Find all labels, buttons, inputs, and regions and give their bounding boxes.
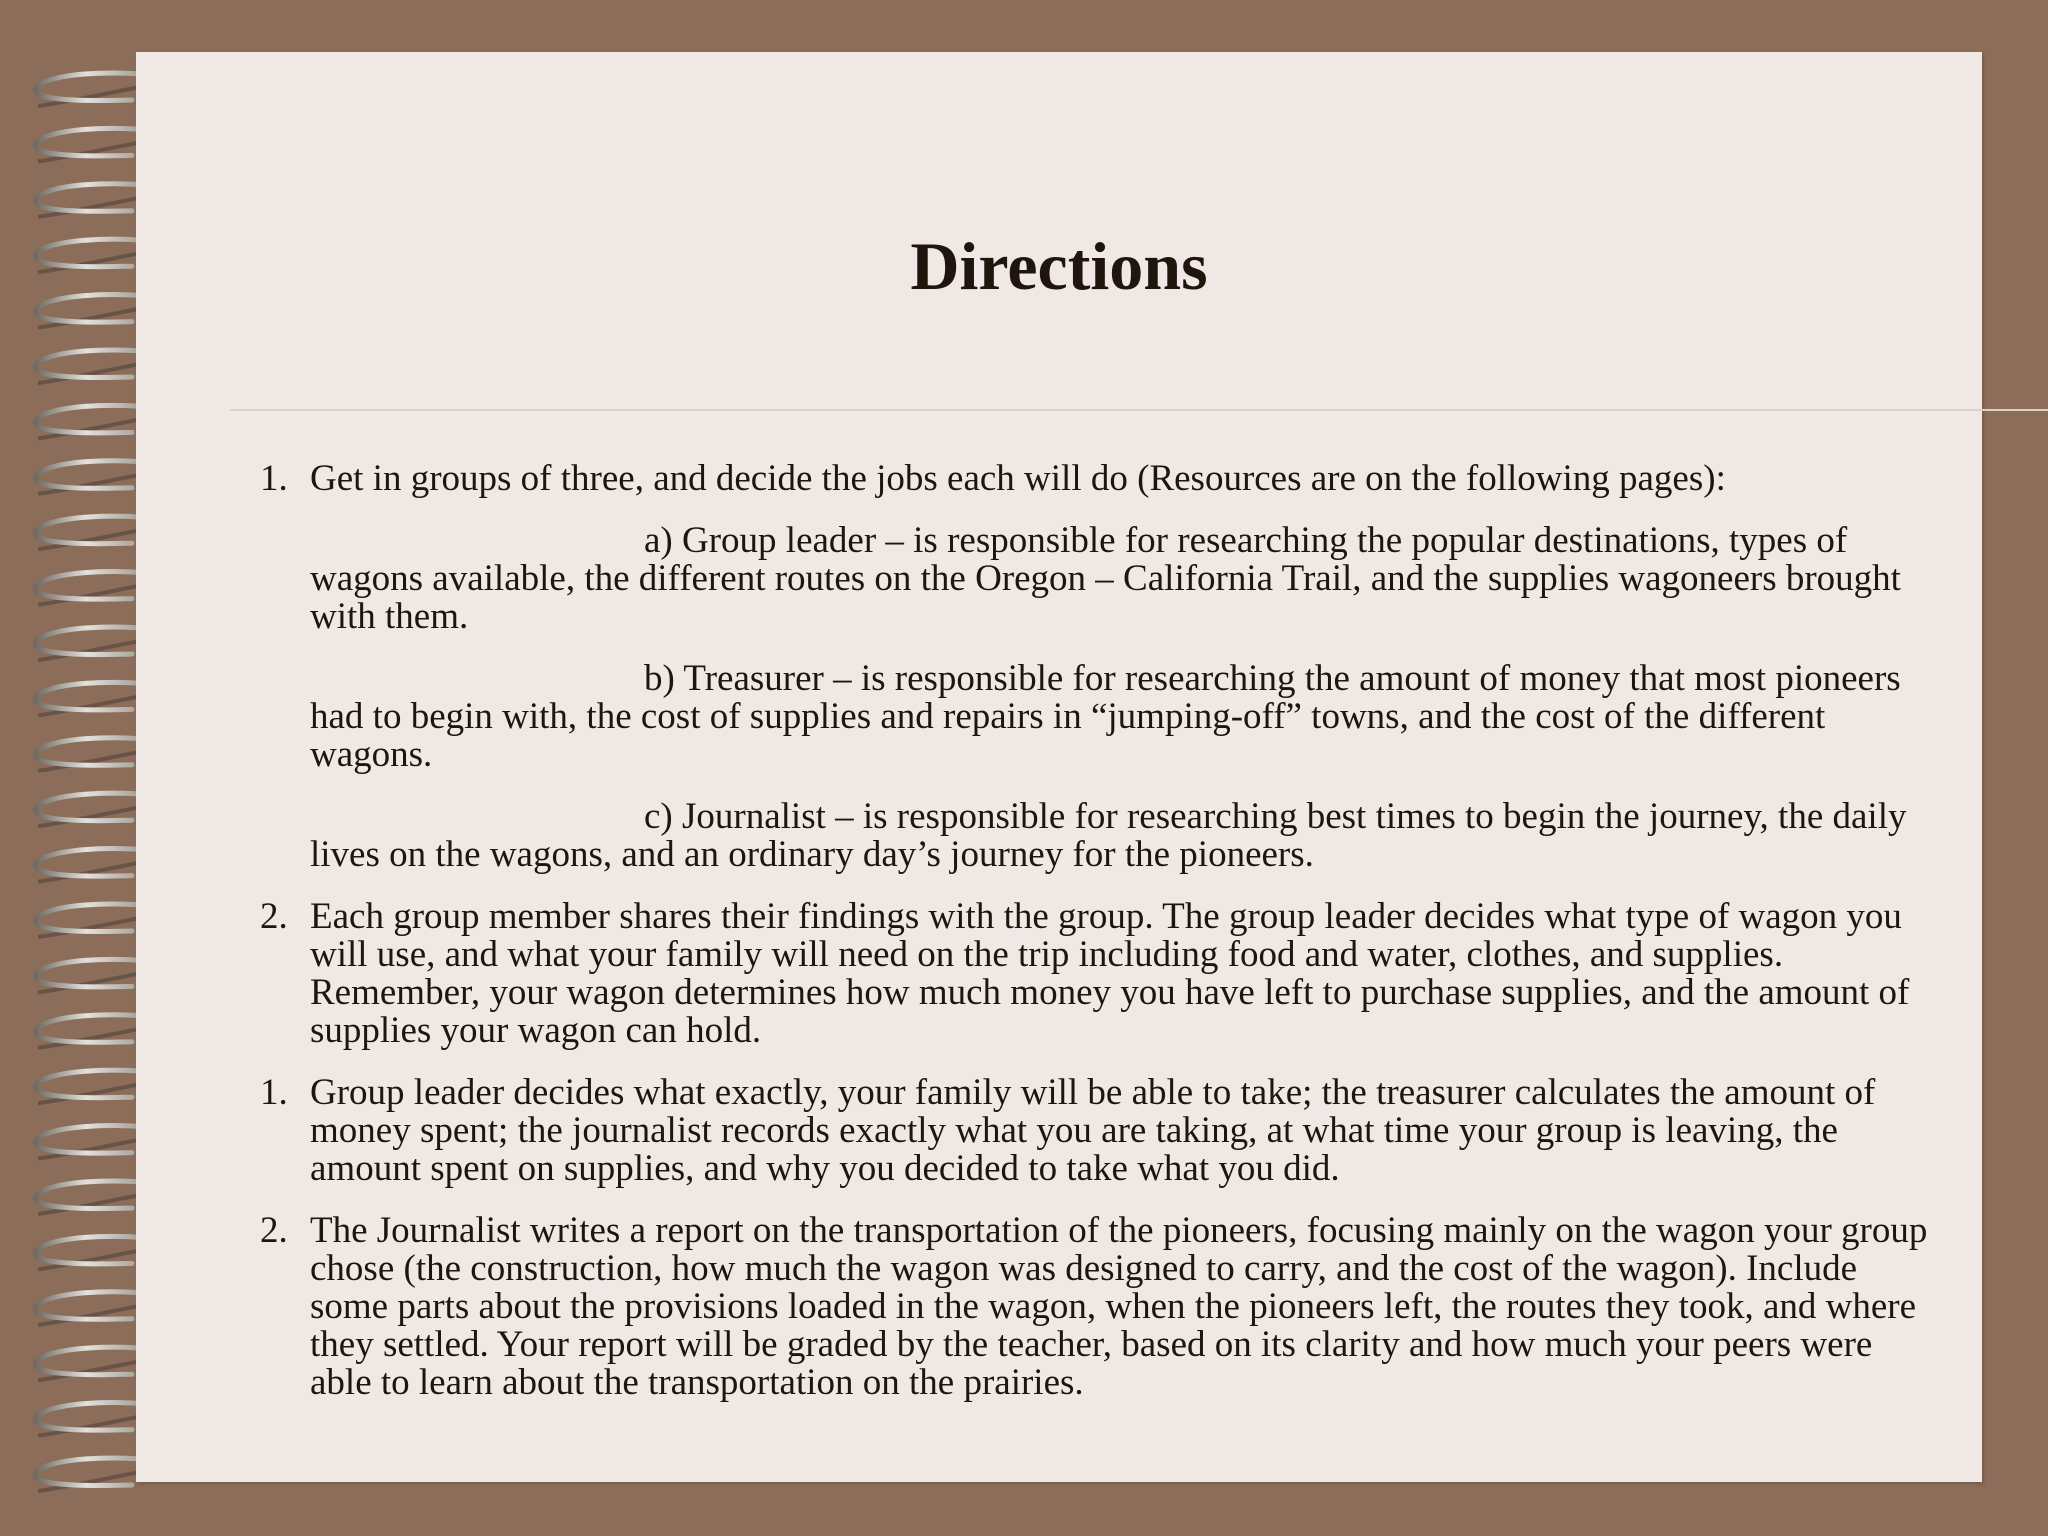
list-item-number: 2. bbox=[260, 1210, 288, 1251]
list-item bbox=[260, 898, 1940, 1050]
list-item-text: The Journalist writes a report on the transportation of the pioneers, focusing mainly on the wagon your group chose (the construction, how much the wagon was designed to carry, and the cost of the wagon). Include some parts about the provisions loaded in the wagon, when the pioneers left, the routes they took, and where they settled. Your report will be graded by the teacher, based on its clarity and how much your peers were able to learn about the transportation on the prairies. bbox=[310, 1210, 1928, 1403]
page-title: Directions bbox=[910, 228, 1208, 304]
title-divider bbox=[230, 409, 2048, 411]
role-treasurer: b) Treasurer – is responsible for researching the amount of money that most pioneers had to begin with, the cost of supplies and repairs in “jumping-off” towns, and the cost of the different wagons. bbox=[310, 658, 1901, 775]
list-item-text: Get in groups of three, and decide the jobs each will do (Resources are on the following pages): bbox=[310, 458, 1726, 499]
list-item-text: Each group member shares their findings with the group. The group leader decides what type of wagon you will use, and what your family will need on the trip including food and water, clothes, and supplies. Remember, your wagon determines how much money you have left to purchase supplies, and the amount of supplies your wagon can hold. bbox=[310, 896, 1910, 1051]
list-item-number: 1. bbox=[260, 1072, 288, 1113]
role-group-leader: a) Group leader – is responsible for researching the popular destinations, types of wagons available, the different routes on the Oregon – California Trail, and the supplies wagoneers brought with them. bbox=[310, 520, 1901, 637]
list-item bbox=[260, 1212, 1940, 1402]
list-item bbox=[260, 460, 1940, 498]
list-item bbox=[260, 1074, 1940, 1188]
list-item-text: Group leader decides what exactly, your family will be able to take; the treasurer calculates the amount of money spent; the journalist records exactly what you are taking, at what time your group is leaving, the amount spent on supplies, and why you decided to take what you did. bbox=[310, 1072, 1876, 1189]
list-item-number: 1. bbox=[260, 458, 288, 499]
list-item-number: 2. bbox=[260, 896, 288, 937]
directions-list bbox=[260, 460, 1940, 1426]
role-journalist: c) Journalist – is responsible for researching best times to begin the journey, the daily lives on the wagons, and an ordinary day’s journey for the pioneers. bbox=[310, 796, 1907, 875]
